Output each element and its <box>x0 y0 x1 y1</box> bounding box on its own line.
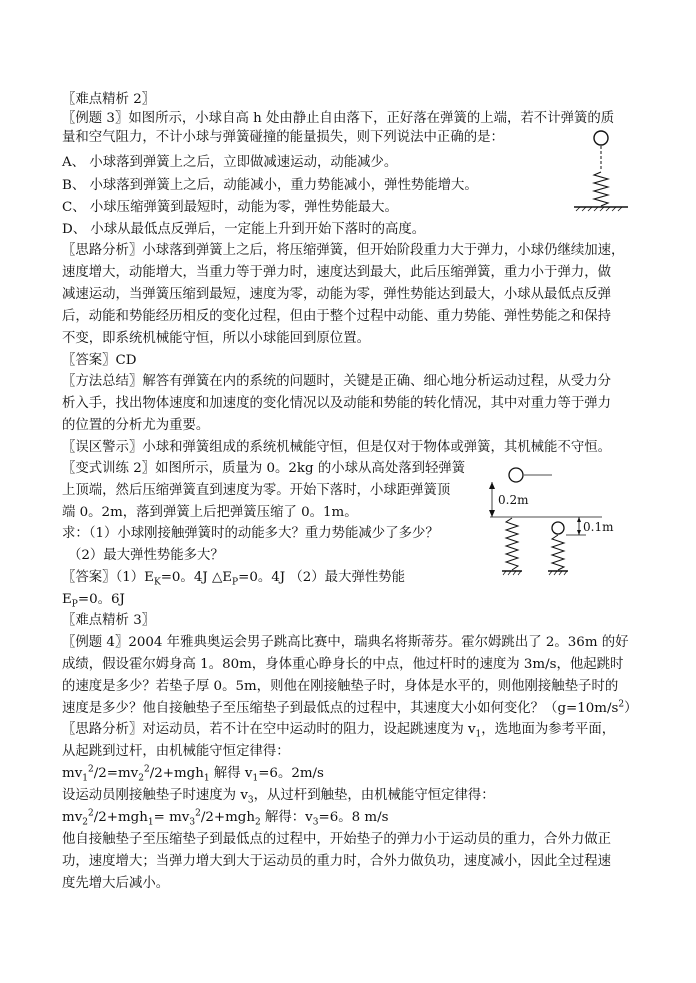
analysis-line5: 不变，即系统机械能守恒，所以小球能回到原位置。 <box>62 331 370 346</box>
option-a: A、 小球落到弹簧上之后，立即做减速运动，动能减少。 <box>62 155 398 170</box>
variant-answer-line1: 〖答案〗$(1)E_K=0$。4J $\triangle E_P=0$。4J （2）最大弹性势能 <box>62 570 406 588</box>
analysis-line2: 速度增大，动能增大，当重力等于弹力时，速度达到最大，此后压缩弹簧，重力小于弹力，做 <box>62 265 612 280</box>
analysis3-line1: 〖思路分析〗对运动员，若不计在空中运动时的阻力，设起跳速度为 $v_1$，选地面为参考平面， <box>62 722 616 740</box>
example4-line3: 的速度是多少？若垫子厚 0。5m，则他在刚接触垫子时，身体是水平的，则他刚接触垫子时的 <box>62 679 619 694</box>
example4-line2: 成绩，假设霍尔姆身高 1。80m，身体重心睁身长的中点，他过杆时的速度为 3m/s，他起跳时 <box>62 657 624 672</box>
answer-cd: 〖答案〗CD <box>62 353 137 368</box>
analysis3-line2: 从起跳到过杆，由机械能守恒定律得： <box>62 744 290 759</box>
label-compression-0-1m: 0.1m <box>583 520 614 534</box>
method-line3: 的位置的分析尤为重要。 <box>62 418 210 433</box>
option-d: D、 小球从最低点反弹后，一定能上升到开始下落时的高度。 <box>62 222 426 237</box>
method-line2: 析入手，找出物体速度和加速度的变化情况以及动能和势能的转化情况，其中对重力等于弹力 <box>62 396 612 411</box>
variant-line2: 上顶端，然后压缩弹簧直到速度为零。开始下落时，小球距弹簧顶 <box>62 483 451 498</box>
analysis-line3: 减速运动，当弹簧压缩到最短，速度为零，动能为零，弹性势能达到最大，小球从最低点反弹 <box>62 287 612 302</box>
warning-line: 〖误区警示〗小球和弹簧组成的系统机械能守恒，但是仅对于物体或弹簧，其机械能不守恒。 <box>62 440 612 455</box>
variant-question2: （2）最大弹性势能多大？ <box>68 548 224 563</box>
v3-description: 设运动员刚接触垫子时速度为 $v_3$，从过杆到触垫，由机械能守恒定律得： <box>62 788 495 806</box>
section2-heading: 〖难点精析 2〗 <box>62 92 156 107</box>
example4-line1: 〖例题 4〗2004 年雅典奥运会男子跳高比赛中，瑞典名将斯蒂芬。霍尔姆跳出了 2。36m 的好 <box>62 635 629 650</box>
variant-answer-line2: $E_P=0$。6J <box>62 592 125 610</box>
option-b: B、 小球落到弹簧上之后，动能减小，重力势能减小，弹性势能增大。 <box>62 178 478 193</box>
analysis-line4: 后，动能和势能经历相反的变化过程，但由于整个过程中动能、重力势能、弹性势能之和保持 <box>62 309 612 324</box>
analysis-line1: 〖思路分析〗小球落到弹簧上之后，将压缩弹簧，但开始阶段重力大于弹力，小球仍继续加速， <box>62 243 625 258</box>
example3-line1: 〖例题 3〗如图所示，小球自高 h 处由静止自由落下，正好落在弹簧的上端，若不计弹簧的质 <box>62 111 615 126</box>
variant-figure <box>482 462 622 584</box>
equation-2: $mv_2^2/2+mgh_1= mv_3^2/2+mgh_2$ 解得：$v_3=6$。8 m/s <box>62 808 389 828</box>
variant-question1: 求：（1）小球刚接触弹簧时的动能多大？重力势能减少了多少？ <box>62 526 439 541</box>
equation-1: $mv_1^2/2=mv_2^2/2+mgh_1$ 解得 $v_1=6$。2m/s <box>62 764 324 784</box>
section3-heading: 〖难点精析 3〗 <box>62 613 156 628</box>
variant-line1: 〖变式训练 2〗如图所示，质量为 0。2kg 的小球从高处落到轻弹簧 <box>62 461 466 476</box>
ball-spring-figure <box>568 128 634 216</box>
final-line2: 功，速度增大；当弹力增大到大于运动员的重力时，合外力做负功，速度减小，因此全过程速 <box>62 854 612 869</box>
final-line1: 他自接触垫子至压缩垫子到最低点的过程中，开始垫子的弹力小于运动员的重力，合外力做正 <box>62 832 612 847</box>
label-height-0-2m: 0.2m <box>498 493 529 507</box>
method-line1: 〖方法总结〗解答有弹簧在内的系统的问题时，关键是正确、细心地分析运动过程，从受力分 <box>62 374 612 389</box>
final-line3: 度先增大后减小。 <box>62 876 170 891</box>
example3-line2: 量和空气阻力，不计小球与弹簧碰撞的能量损失，则下列说法中正确的是： <box>62 130 504 145</box>
example4-line4: 速度是多少？他自接触垫子至压缩垫子到最低点的过程中，其速度大小如何变化？$(g=10m/s^2)$ <box>62 699 638 716</box>
option-c: C、 小球压缩弹簧到最短时，动能为零，弹性势能最大。 <box>62 200 398 215</box>
variant-line3: 端 0。2m，落到弹簧上后把弹簧压缩了 0。1m。 <box>62 505 358 520</box>
